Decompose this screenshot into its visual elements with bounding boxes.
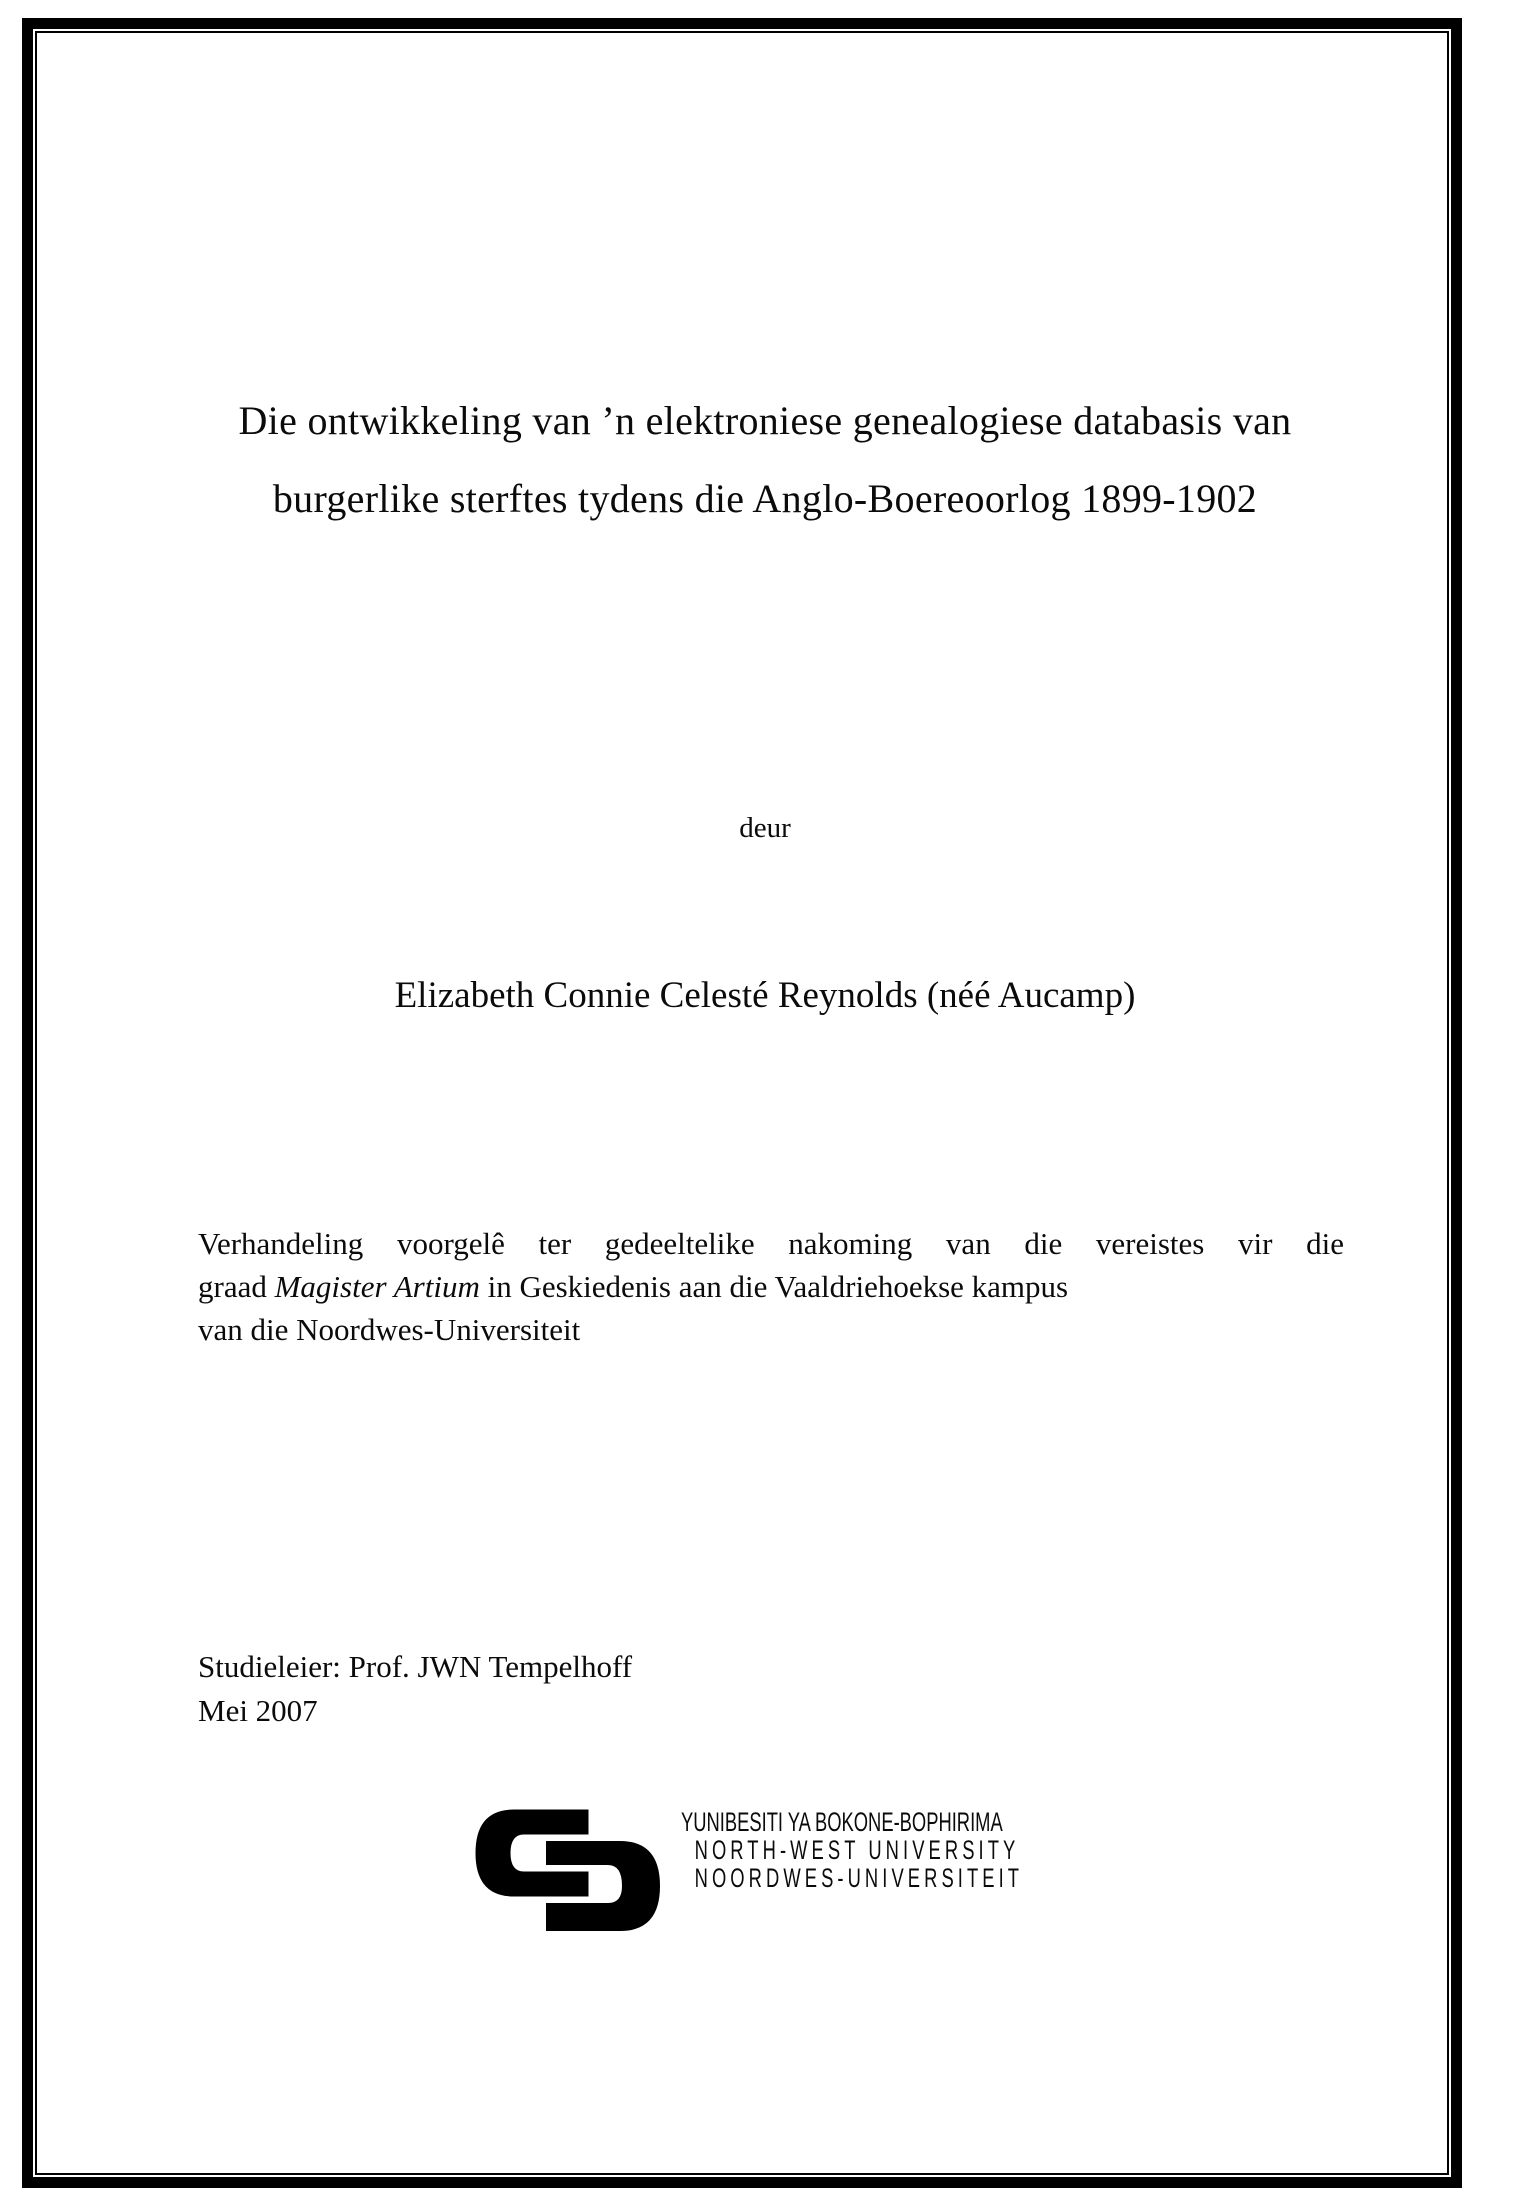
logo-line-afrikaans: NOORDWES-UNIVERSITEIT <box>694 1863 1024 1893</box>
degree-statement-line2 <box>198 1265 1344 1308</box>
thesis-title <box>100 382 1430 538</box>
degree-statement-line3: van die Noordwes-Universiteit <box>198 1312 581 1347</box>
university-logo-text <box>681 1806 1023 1892</box>
logo-line-setswana: YUNIBESITI YA BOKONE-BOPHIRIMA <box>681 1807 1003 1837</box>
supervisor-line: Studieleier: Prof. JWN Tempelhoff <box>198 1649 633 1684</box>
date-line: Mei 2007 <box>198 1693 318 1728</box>
author-name: Elizabeth Connie Celesté Reynolds (néé Aucamp) <box>394 975 1136 1016</box>
degree-statement-line2-pre: graad <box>198 1269 275 1304</box>
thesis-title-line2: burgerlike sterftes tydens die Anglo-Boereoorlog 1899-1902 <box>272 476 1258 521</box>
degree-statement <box>198 1222 1344 1351</box>
degree-statement-line2-post: in Geskiedenis aan die Vaaldriehoekse kampus <box>479 1269 1069 1304</box>
degree-name-italic: Magister Artium <box>274 1269 480 1304</box>
logo-line-english: NORTH-WEST UNIVERSITY <box>694 1835 1020 1865</box>
university-logo <box>472 1806 1184 1934</box>
supervisor-block <box>198 1645 632 1733</box>
thesis-title-line1: Die ontwikkeling van ’n elektroniese genealogiese databasis van <box>238 398 1292 443</box>
nwu-interlocked-links-icon <box>472 1806 662 1934</box>
degree-statement-line1: Verhandeling voorgelê ter gedeeltelike nakoming van die vereistes vir die <box>198 1226 1344 1261</box>
byline-deur: deur <box>739 812 791 844</box>
